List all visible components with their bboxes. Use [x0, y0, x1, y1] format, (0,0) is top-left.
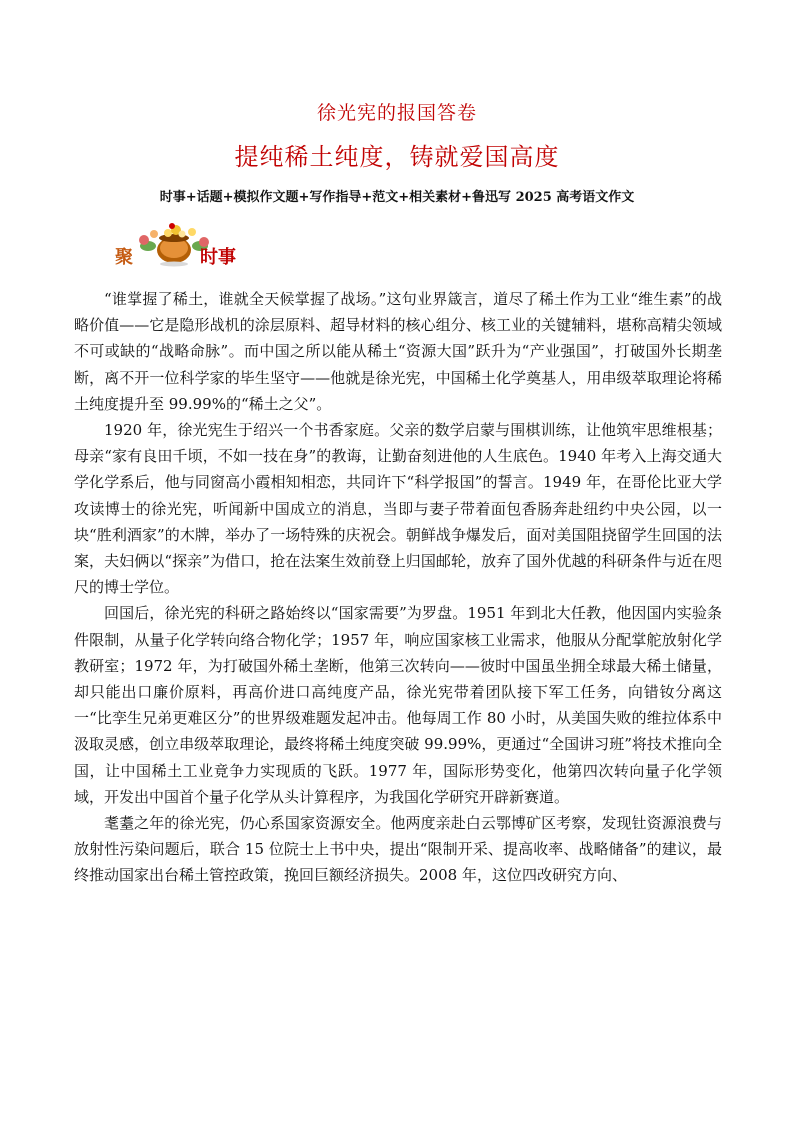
section-heading — [112, 216, 272, 272]
document-subtitle: 提纯稀土纯度，铸就爱国高度 — [234, 143, 560, 171]
document-title: 徐光宪的报国答卷 — [316, 102, 477, 124]
document-tagline: 时事+话题+模拟作文题+写作指导+范文+相关素材+鲁迅写 2025 高考语文作文 — [159, 190, 635, 205]
paragraph: 耄耋之年的徐光宪，仍心系国家资源安全。他两度亲赴白云鄂博矿区考察，发现钍资源浪费与放射性污染问题后，联合 15 位院士上书中央，提出“限制开采、提高收率、战略储备”的建议，最终推动国家出台稀土管控政策，挽回巨额经济损失。2008 年，这位四改研究方向、 — [74, 814, 722, 885]
section-left-char: 聚 — [115, 247, 133, 268]
article-body — [74, 286, 722, 889]
paragraph: 回国后，徐光宪的科研之路始终以“国家需要”为罗盘。1951 年到北大任教，他因国内实验条件限制，从量子化学转向络合物化学；1957 年，响应国家核工业需求，他服从分配掌舵放射化学教研室；1972 年，为打破国外稀土垄断，他第三次转向——彼时中国虽坐拥全球最大稀土储量，却只能出口廉价原料，再高价进口高纯度产品，徐光宪带着团队接下军工任务，向错钕分离这一“比孪生兄弟更难区分”的世界级难题发起冲击。他每周工作 80 小时，从美国失败的维拉体系中汲取灵感，创立串级萃取理论，最终将稀土纯度突破 99.99%，更通过“全国讲习班”将技术推向全国，让中国稀土工业竟争力实现质的飞跃。1977 年，国际形势变化，他第四次转向量子化学领域，开发出中国首个量子化学从头计算程序，为我国化学研究开辟新赛道。 — [74, 604, 722, 806]
section-label: 时事 — [200, 247, 236, 268]
paragraph: “谁掌握了稀土，谁就全天候掌握了战场。”这句业界箴言，道尽了稀土作为工业“维生素”的战略价值——它是隐形战机的涂层原料、超导材料的核心组分、核工业的关键辅料，堪称高精尖领域不可或缺的“战略命脉”。而中国之所以能从稀土“资源大国”跃升为“产业强国”，打破国外长期垄断，离不开一位科学家的毕生坚守——他就是徐光宪，中国稀土化学奠基人，用串级萃取理论将稀土纯度提升至 99.99%的“稀土之父”。 — [74, 290, 722, 413]
paragraph: 1920 年，徐光宪生于绍兴一个书香家庭。父亲的数学启蒙与围棋训练，让他筑牢思维根基；母亲“家有良田千顷，不如一技在身”的教诲，让勤奋刻进他的人生底色。1940 年考入上海交通大学化学系后，他与同窗高小霞相知相恋，共同许下“科学报国”的誓言。1949 年，在哥伦比亚大学攻读博士的徐光宪，听闻新中国成立的消息，当即与妻子带着面包香肠奔赴纽约中央公园，以一块“胜利酒家”的木牌，举办了一场特殊的庆祝会。朝鲜战争爆发后，面对美国阻挠留学生回国的法案，夫妇俩以“探亲”为借口，抢在法案生效前登上归国邮轮，放弃了国外优越的科研条件与近在咫尺的博士学位。 — [74, 421, 722, 597]
